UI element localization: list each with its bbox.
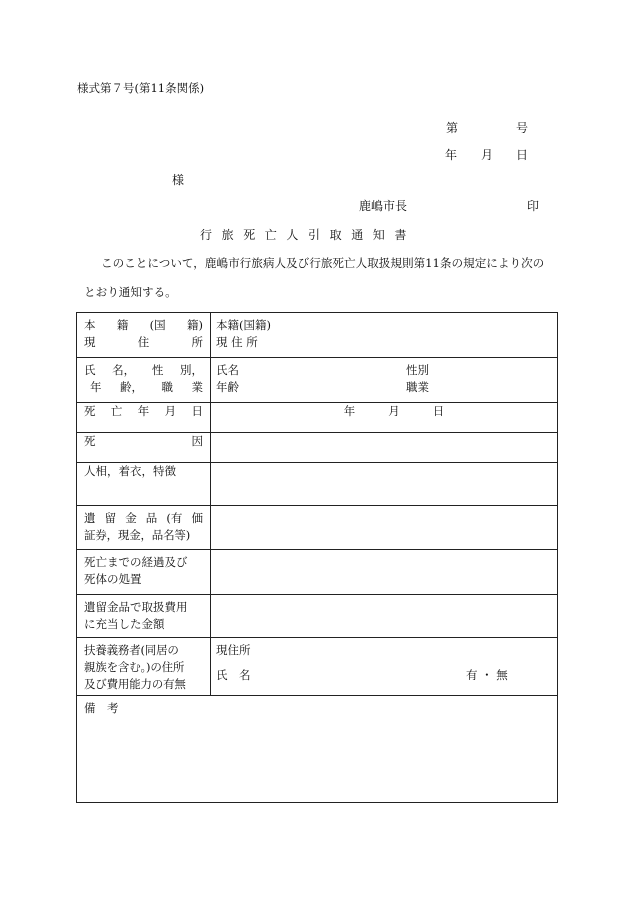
label-part: 籍) xyxy=(186,318,203,332)
value-belongings[interactable] xyxy=(211,506,558,550)
value-name[interactable] xyxy=(211,358,558,403)
label-part: 所 xyxy=(191,335,203,349)
honseki-field-label: 本籍(国籍) xyxy=(216,318,271,332)
label-part: 籍 xyxy=(116,318,129,332)
value-obligor[interactable] xyxy=(211,638,558,696)
process-label-line1: 死亡までの経過及び xyxy=(84,555,188,569)
label-part: 死 xyxy=(84,434,96,448)
label-appearance xyxy=(77,463,211,506)
table-row-appearance xyxy=(77,463,558,506)
label-part: 金 xyxy=(125,511,137,525)
sex-field-label: 性別 xyxy=(406,363,429,377)
label-belongings xyxy=(77,506,211,550)
obligor-name-label: 氏 名 xyxy=(216,668,251,682)
seal-mark: 印 xyxy=(527,199,540,213)
value-death-date[interactable] xyxy=(211,403,558,433)
table-row-honseki xyxy=(77,313,558,358)
label-part: 日 xyxy=(191,404,203,418)
date-day: 日 xyxy=(516,148,529,162)
label-part: 名， xyxy=(112,363,136,377)
label-part: (国 xyxy=(149,318,166,332)
document-title: 行旅死亡人引取通知書 xyxy=(200,228,417,242)
appearance-label: 人相，着衣，特徴 xyxy=(84,464,176,478)
label-obligor xyxy=(77,638,211,696)
ability-choice[interactable]: 有 ・ 無 xyxy=(466,668,508,682)
obligor-label-line1: 扶養義務者(同居の xyxy=(84,643,179,657)
label-part: 年 xyxy=(90,380,102,394)
label-process xyxy=(77,550,211,595)
label-part: 留 xyxy=(104,511,117,525)
notice-table xyxy=(76,312,558,803)
table-row-obligor xyxy=(77,638,558,696)
table-row-cause xyxy=(77,433,558,463)
body-text-line1: このことについて，鹿嶋市行旅病人及び行旅死亡人取扱規則第11条の規定により次の xyxy=(101,256,545,270)
value-cause[interactable] xyxy=(211,433,558,463)
label-part: 月 xyxy=(164,404,177,418)
label-part: 別， xyxy=(179,363,203,377)
form-number: 様式第７号(第11条関係) xyxy=(77,81,205,95)
age-field-label: 年齢 xyxy=(216,380,239,394)
table-row-process xyxy=(77,550,558,595)
number-suffix: 号 xyxy=(516,121,529,135)
process-label-line2: 死体の処置 xyxy=(84,572,142,586)
label-part: 業 xyxy=(191,380,203,394)
label-part: 氏 xyxy=(84,363,96,377)
value-process[interactable] xyxy=(211,550,558,595)
label-part: 齢， xyxy=(120,380,143,394)
label-name xyxy=(77,358,211,403)
label-part: 年 xyxy=(137,404,150,418)
label-part: 職 xyxy=(161,380,173,394)
value-honseki[interactable] xyxy=(211,313,558,358)
date-year: 年 xyxy=(445,148,458,162)
expense-label-line2: に充当した金額 xyxy=(84,617,165,631)
label-part: 因 xyxy=(191,434,203,448)
label-death-date xyxy=(77,403,211,433)
label-part: 本 xyxy=(84,318,96,332)
label-part: 価 xyxy=(191,511,203,525)
table-row-expense xyxy=(77,595,558,638)
table-row-name xyxy=(77,358,558,403)
date-month: 月 xyxy=(481,148,494,162)
belongings-label-line2: 証券，現金，品名等) xyxy=(84,528,190,542)
death-day-label: 日 xyxy=(432,404,445,418)
remarks-label: 備 考 xyxy=(84,701,119,715)
table-row-remarks xyxy=(77,696,558,803)
label-part: 性 xyxy=(151,363,164,377)
value-expense[interactable] xyxy=(211,595,558,638)
label-part: 現 xyxy=(84,335,96,349)
label-expense xyxy=(77,595,211,638)
address-field-label: 現 住 所 xyxy=(216,335,258,349)
obligor-label-line2: 親族を含む。)の住所 xyxy=(84,660,185,674)
expense-label-line1: 遺留金品で取扱費用 xyxy=(84,600,188,614)
number-prefix: 第 xyxy=(446,121,459,135)
label-part: 死 xyxy=(84,404,96,418)
label-honseki xyxy=(77,313,211,358)
addressee-honorific: 様 xyxy=(172,173,185,187)
death-month-label: 月 xyxy=(388,404,400,418)
label-part: 亡 xyxy=(110,404,123,418)
table-row-belongings xyxy=(77,506,558,550)
occupation-field-label: 職業 xyxy=(406,380,429,394)
obligor-address-label: 現住所 xyxy=(216,643,251,657)
table-row-death-date xyxy=(77,403,558,433)
label-part: 遺 xyxy=(84,511,96,525)
label-cause xyxy=(77,433,211,463)
issuer: 鹿嶋市長 xyxy=(359,199,408,213)
obligor-label-line3: 及び費用能力の有無 xyxy=(84,677,186,691)
label-part: 品 xyxy=(145,511,158,525)
remarks-cell[interactable] xyxy=(77,696,558,803)
value-appearance[interactable] xyxy=(211,463,558,506)
name-field-label: 氏名 xyxy=(216,363,239,377)
death-year-label: 年 xyxy=(343,404,356,418)
body-text-line2: とおり通知する。 xyxy=(84,285,177,299)
label-part: 住 xyxy=(137,335,150,349)
label-part: (有 xyxy=(166,511,183,525)
